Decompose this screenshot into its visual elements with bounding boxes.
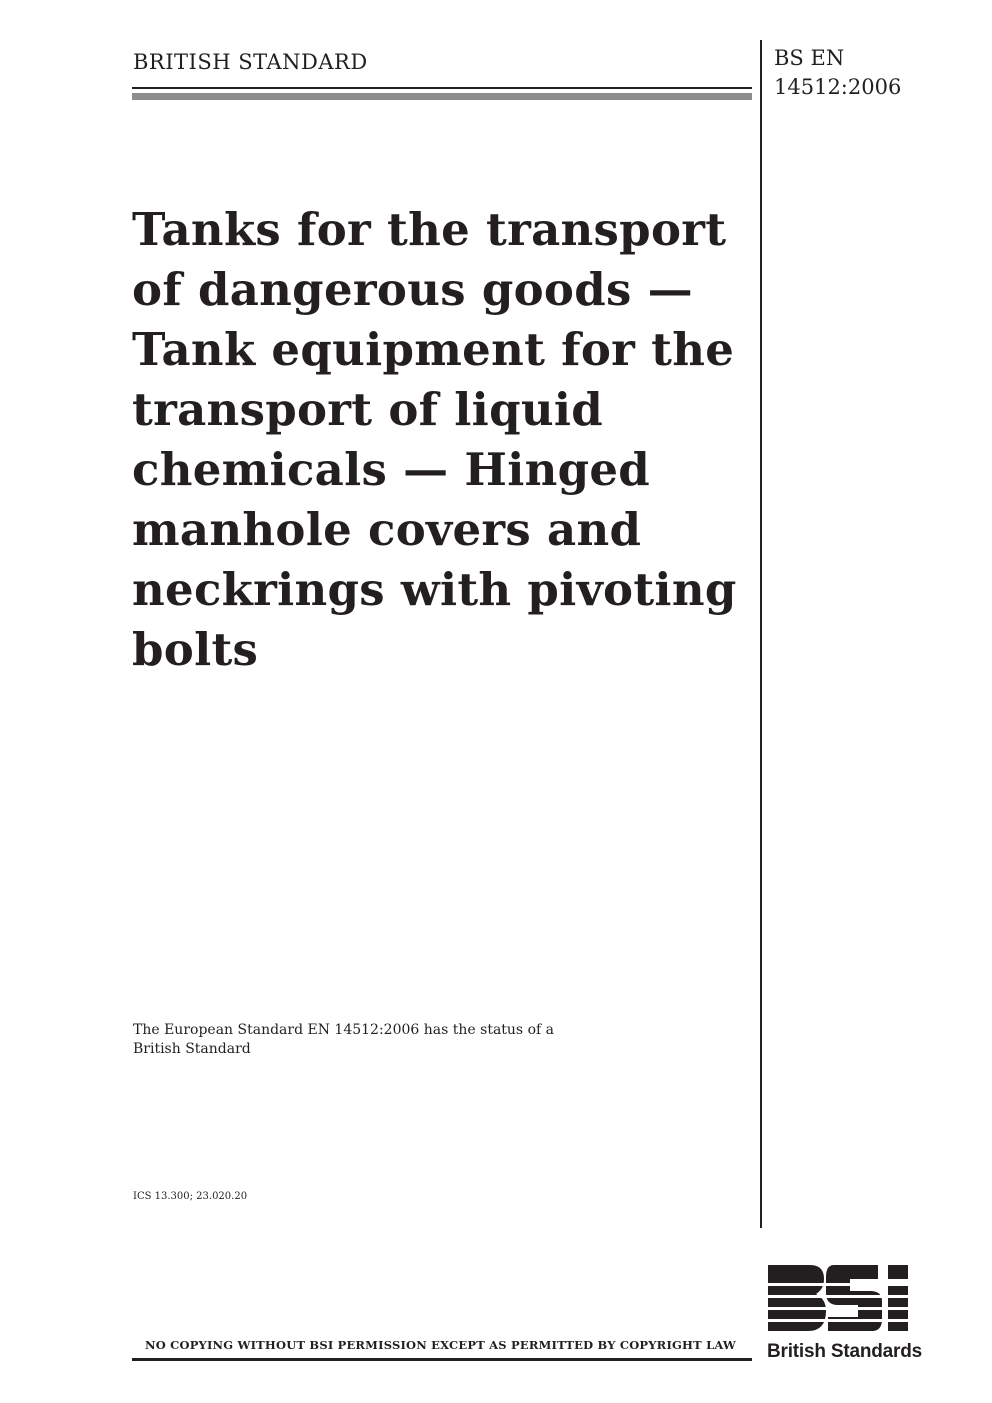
footer-rule — [132, 1358, 752, 1361]
logo-caption: British Standards — [767, 1341, 922, 1362]
vertical-divider — [760, 40, 762, 1228]
designation-line-2: 14512:2006 — [774, 75, 902, 99]
ics-code: ICS 13.300; 23.020.20 — [133, 1191, 248, 1202]
document-title: Tanks for the transport of dangerous goods — Tank equipment for the transport of liquid chemicals — Hinged manhole covers and neckrings with pivoting bolts — [132, 203, 737, 676]
standard-designation — [774, 44, 901, 102]
bsi-logo — [766, 1263, 946, 1333]
copyright-notice: NO COPYING WITHOUT BSI PERMISSION EXCEPT AS PERMITTED BY COPYRIGHT LAW — [145, 1338, 737, 1352]
header-grey-rule — [132, 93, 752, 100]
status-statement: The European Standard EN 14512:2006 has the status of a British Standard — [133, 1022, 554, 1057]
designation-line-1: BS EN — [774, 46, 845, 70]
header-thin-rule — [132, 87, 752, 89]
series-label: BRITISH STANDARD — [133, 50, 368, 74]
